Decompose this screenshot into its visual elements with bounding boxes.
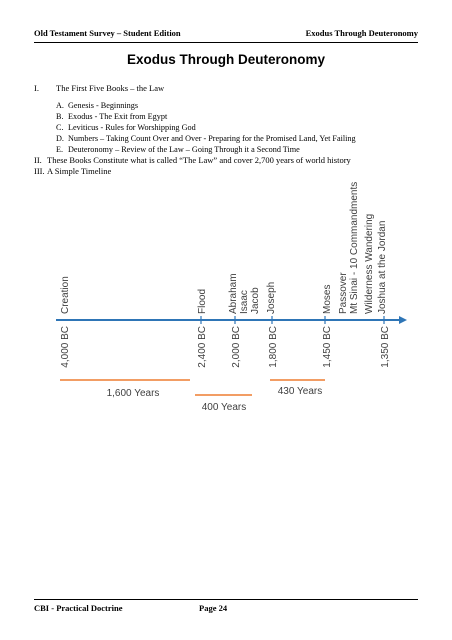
page-footer <box>34 603 228 613</box>
span-label-400: 400 Years <box>201 402 247 413</box>
footer-rule <box>34 599 418 600</box>
list-item-letter: B. <box>56 112 64 121</box>
footer-left: CBI - Practical Doctrine <box>34 603 123 613</box>
date-label-1450bc: 1,450 BC <box>322 326 333 368</box>
event-label-jacob: Jacob <box>250 287 261 314</box>
event-label-creation: Creation <box>60 276 71 314</box>
section-2-text: These Books Constitute what is called “The Law” and cover 2,700 years of world history <box>47 155 351 165</box>
date-label-1350bc: 1,350 BC <box>380 326 391 368</box>
page-number: Page 24 <box>199 603 228 613</box>
section-1-text: The First Five Books – the Law <box>56 83 165 93</box>
span-label-430: 430 Years <box>277 386 323 397</box>
list-item-text: Exodus - The Exit from Egypt <box>68 112 168 121</box>
header-left: Old Testament Survey – Student Edition <box>34 28 181 38</box>
span-label-1600: 1,600 Years <box>106 388 160 399</box>
list-item-letter: D. <box>56 134 64 143</box>
date-label-2400bc: 2,400 BC <box>197 326 208 368</box>
date-label-1800bc: 1,800 BC <box>268 326 279 368</box>
section-1-number: I. <box>34 83 39 93</box>
date-label-4000bc: 4,000 BC <box>60 326 71 368</box>
list-item-text: Leviticus - Rules for Worshipping God <box>68 123 196 132</box>
list-item-letter: E. <box>56 145 64 154</box>
event-label-wilderness: Wilderness Wandering <box>364 213 375 314</box>
event-label-isaac: Isaac <box>239 290 250 314</box>
event-label-mt-sinai: Mt Sinai - 10 Commandments <box>349 181 360 314</box>
header-right: Exodus Through Deuteronomy <box>305 28 418 38</box>
page-title: Exodus Through Deuteronomy <box>126 52 325 67</box>
event-label-abraham: Abraham <box>228 273 239 314</box>
section-3-text: A Simple Timeline <box>47 166 112 176</box>
event-label-joseph: Joseph <box>266 281 277 314</box>
section-3-number: III. <box>34 166 45 176</box>
event-label-passover: Passover <box>338 272 349 314</box>
event-label-moses: Moses <box>322 284 333 314</box>
section-2-number: II. <box>34 155 42 165</box>
list-item-letter: C. <box>56 123 64 132</box>
event-label-joshua: Joshua at the Jordan <box>377 220 388 314</box>
list-item-text: Genesis - Beginnings <box>68 101 139 110</box>
list-item-text: Deuteronomy – Review of the Law – Going Through it a Second Time <box>68 145 300 154</box>
date-label-2000bc: 2,000 BC <box>231 326 242 368</box>
list-item-letter: A. <box>56 101 64 110</box>
timeline-arrowhead <box>399 316 407 324</box>
event-label-flood: Flood <box>197 288 208 314</box>
list-item-text: Numbers – Taking Count Over and Over - Preparing for the Promised Land, Yet Failing <box>68 134 356 143</box>
